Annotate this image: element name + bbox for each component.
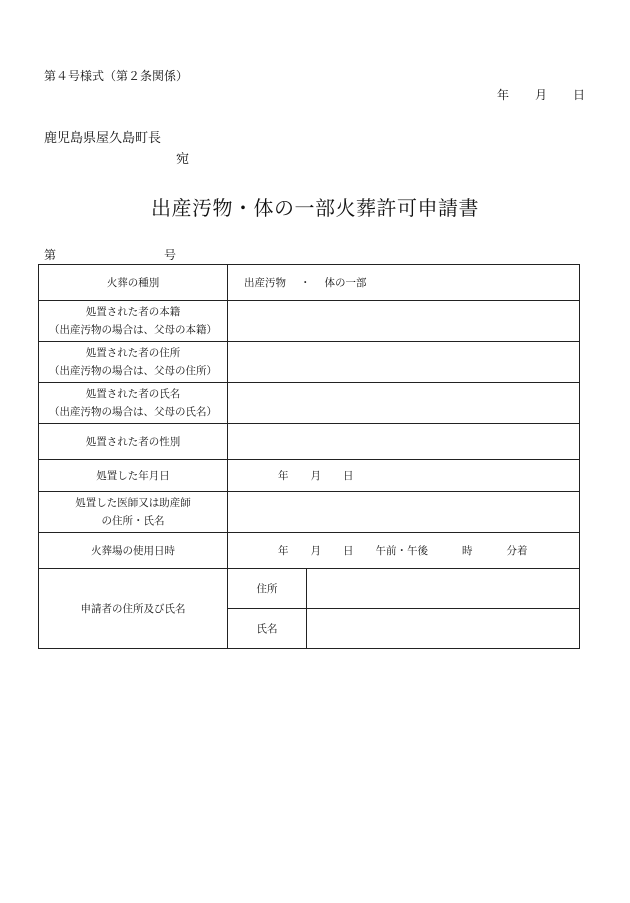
address-label-cell <box>39 342 228 383</box>
name-label: 処置された者の氏名 <box>85 388 181 400</box>
date-year: 年 <box>497 88 510 102</box>
applicant-name-label: 氏名 <box>228 609 307 649</box>
permit-number-line <box>44 246 176 263</box>
sex-label: 処置された者の性別 <box>39 424 228 460</box>
treatment-date-field[interactable] <box>228 460 580 492</box>
form-number-label: 第４号様式（第２条関係） <box>44 69 189 83</box>
name-field[interactable] <box>228 383 580 424</box>
name-label-cell <box>39 383 228 424</box>
table-row <box>39 301 580 342</box>
addressee: 鹿児島県屋久島町長 <box>44 131 162 146</box>
treatment-date-label: 処置した年月日 <box>39 460 228 492</box>
application-form-table <box>38 264 580 649</box>
table-row <box>39 383 580 424</box>
type-separator: ・ <box>300 277 311 289</box>
applicant-address-label: 住所 <box>228 569 307 609</box>
applicant-address-field[interactable] <box>307 569 580 609</box>
treatment-year: 年 <box>278 470 289 482</box>
use-day: 日 <box>343 545 354 557</box>
use-year: 年 <box>278 545 289 557</box>
address-field[interactable] <box>228 342 580 383</box>
use-hour: 時 <box>462 545 473 557</box>
sex-field[interactable] <box>228 424 580 460</box>
name-note: （出産汚物の場合は、父母の氏名） <box>49 406 217 418</box>
number-suffix: 号 <box>164 248 177 262</box>
domicile-label-cell <box>39 301 228 342</box>
use-minute: 分着 <box>506 545 528 557</box>
doctor-label-line-1: 処置した医師又は助産師 <box>75 497 191 509</box>
use-ampm[interactable]: 午前・午後 <box>375 545 428 557</box>
address-label: 処置された者の住所 <box>85 347 181 359</box>
type-option-body-part[interactable]: 体の一部 <box>324 277 367 289</box>
domicile-field[interactable] <box>228 301 580 342</box>
date-day: 日 <box>573 88 586 102</box>
date-month: 月 <box>535 88 548 102</box>
table-row <box>39 265 580 301</box>
applicant-label: 申請者の住所及び氏名 <box>39 569 228 649</box>
domicile-note: （出産汚物の場合は、父母の本籍） <box>49 324 217 336</box>
table-row <box>39 533 580 569</box>
address-note: （出産汚物の場合は、父母の住所） <box>49 365 217 377</box>
use-month: 月 <box>310 545 321 557</box>
table-row <box>39 492 580 533</box>
doctor-label-line-2: の住所・氏名 <box>101 515 165 527</box>
table-row <box>39 460 580 492</box>
crematorium-use-label: 火葬場の使用日時 <box>39 533 228 569</box>
treatment-month: 月 <box>310 470 321 482</box>
treatment-day: 日 <box>343 470 354 482</box>
document-title: 出産汚物・体の一部火葬許可申請書 <box>151 196 479 220</box>
crematorium-use-field[interactable] <box>228 533 580 569</box>
cremation-type-field[interactable] <box>228 265 580 301</box>
number-prefix: 第 <box>44 248 57 262</box>
doctor-field[interactable] <box>228 492 580 533</box>
submission-date <box>497 86 585 103</box>
cremation-type-label: 火葬の種別 <box>39 265 228 301</box>
table-row <box>39 569 580 609</box>
type-option-placenta[interactable]: 出産汚物 <box>244 277 286 289</box>
domicile-label: 処置された者の本籍 <box>85 306 181 318</box>
table-row <box>39 342 580 383</box>
applicant-name-field[interactable] <box>307 609 580 649</box>
table-row <box>39 424 580 460</box>
addressee-suffix: 宛 <box>176 152 190 167</box>
doctor-label-cell <box>39 492 228 533</box>
